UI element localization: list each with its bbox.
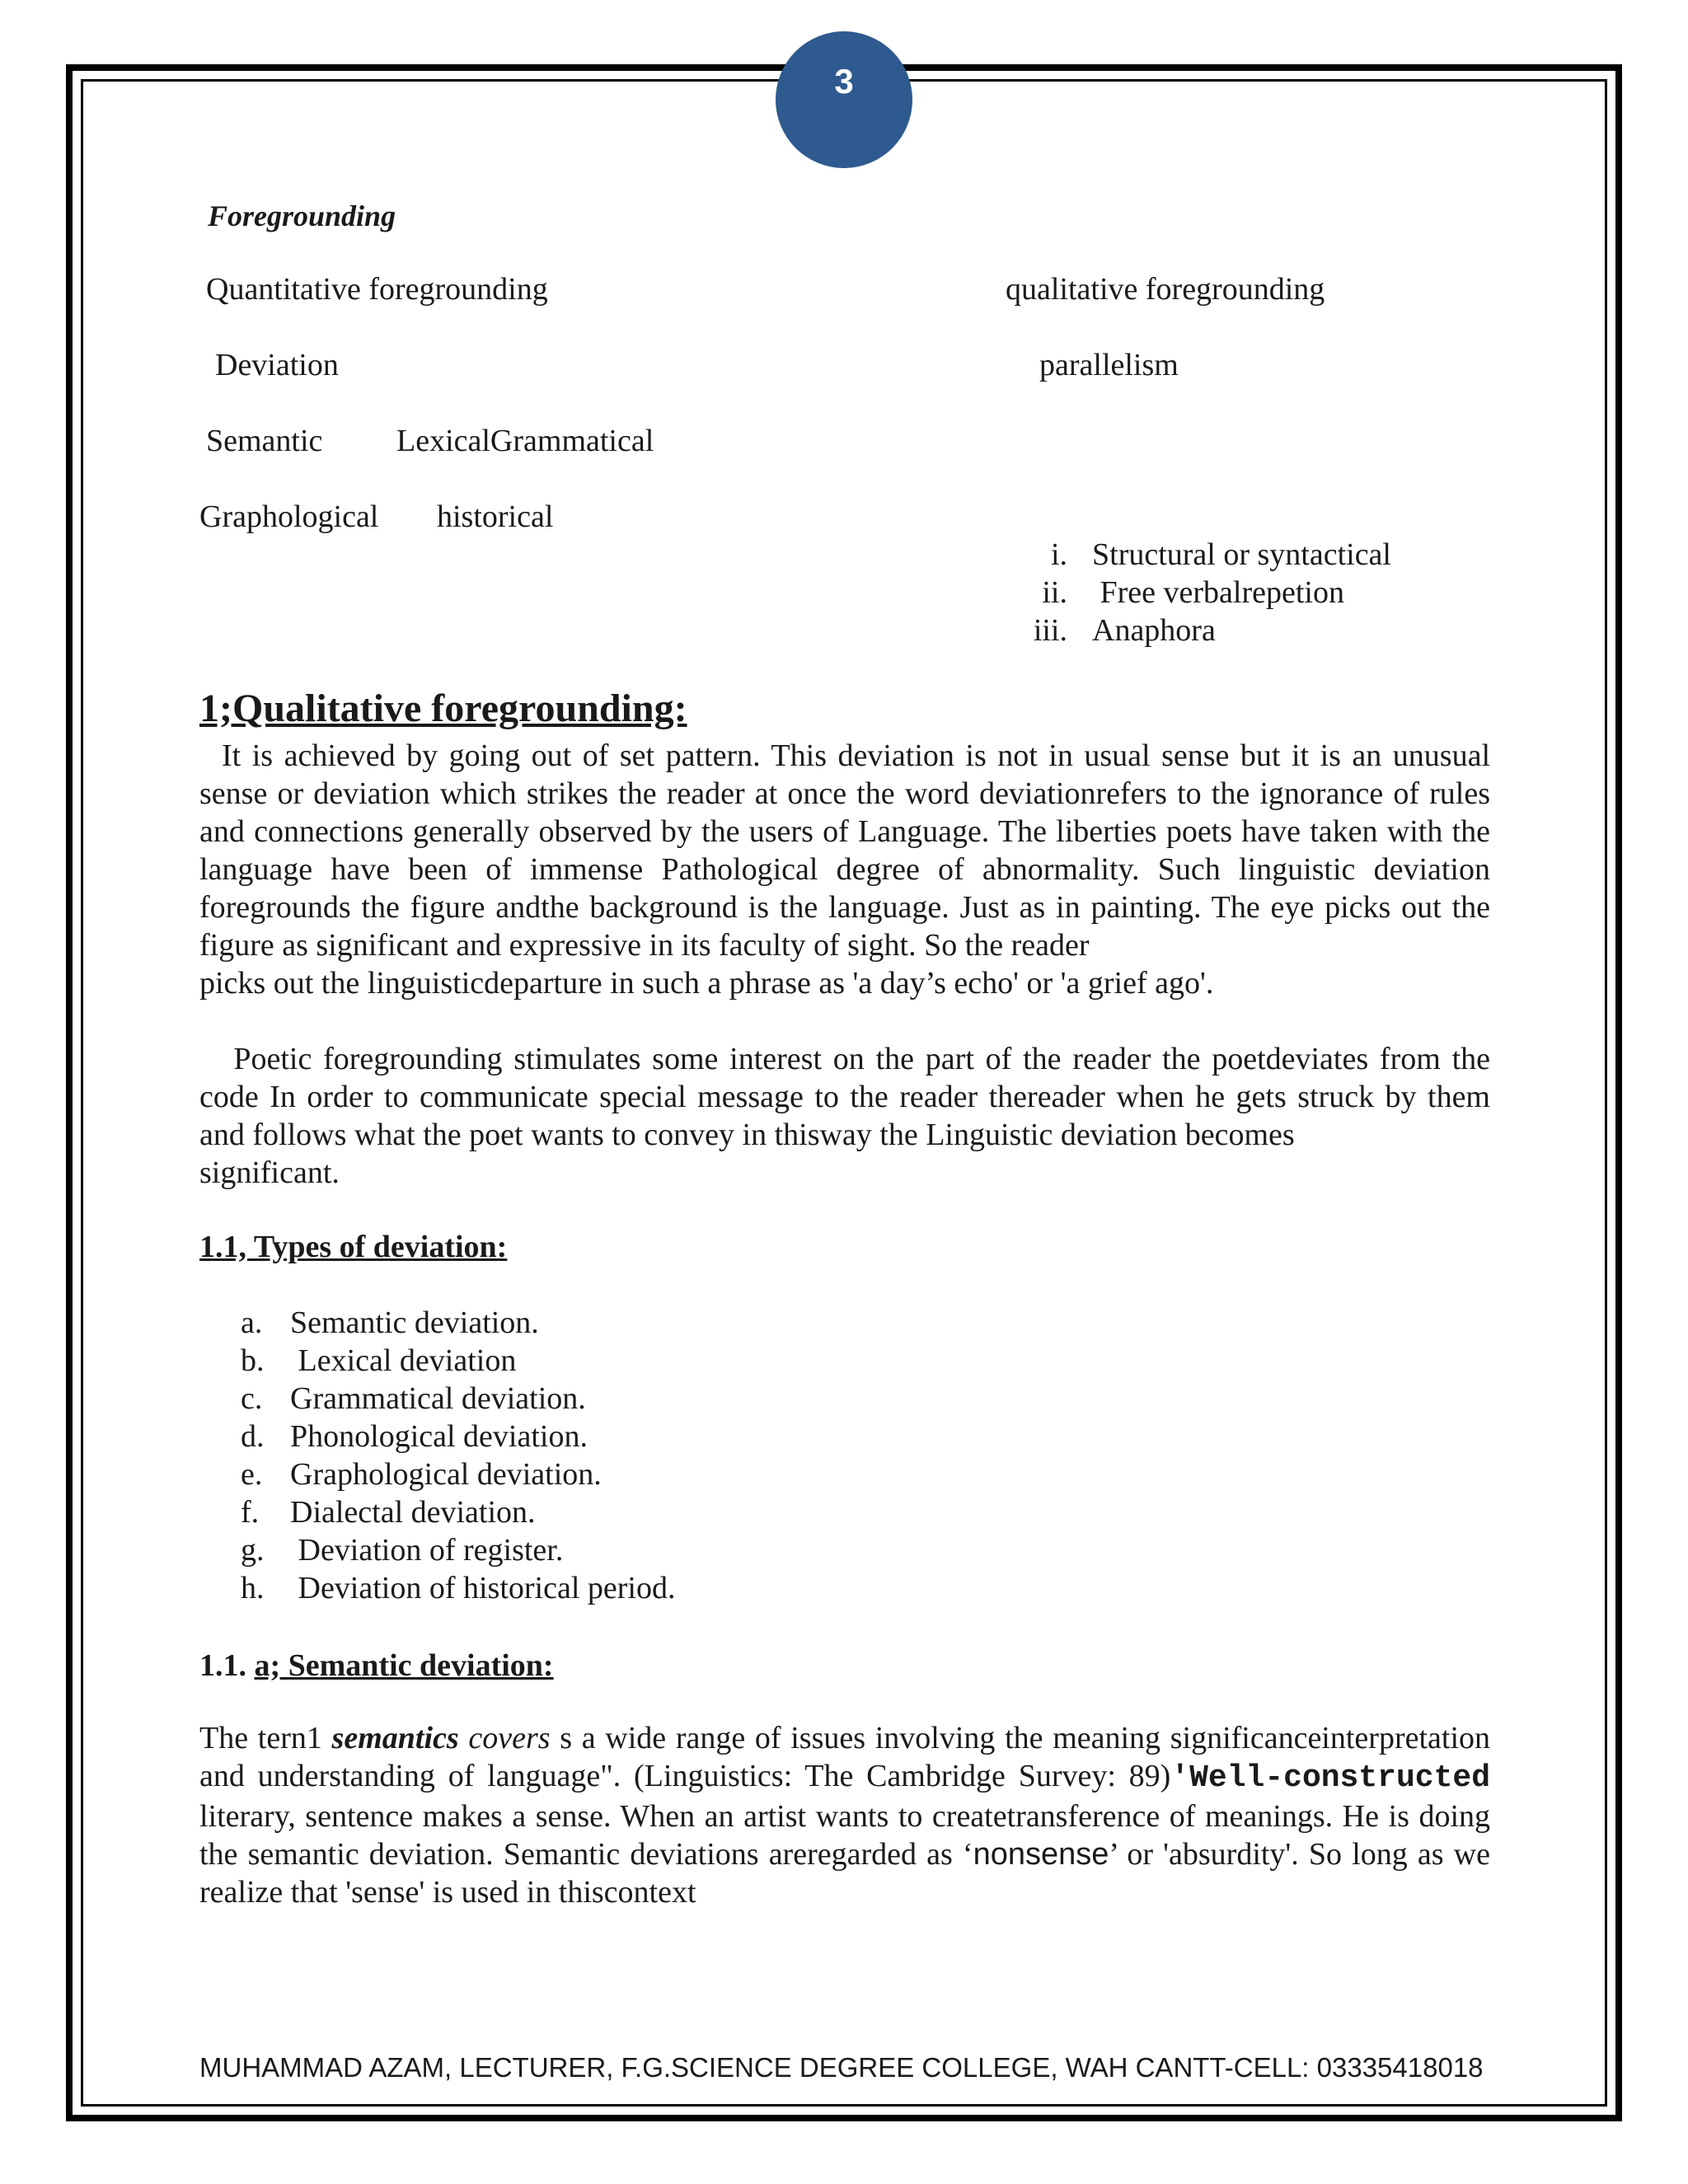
- diagram-parallelism: parallelism: [1039, 348, 1179, 382]
- diagram-left-branch: Quantitative foregrounding: [206, 272, 548, 307]
- deviation-types-list: [241, 1304, 676, 1607]
- page-footer: MUHAMMAD AZAM, LECTURER, F.G.SCIENCE DEGREE COLLEGE, WAH CANTT-CELL: 03335418018: [199, 2052, 1484, 2083]
- diagram-graphological: Graphological: [199, 499, 379, 534]
- page-number: 3: [834, 62, 854, 101]
- paragraph-qualitative-2: Poetic foregrounding stimulates some interest on the part of the reader the poetdeviates from the code In order to communicate special message to the reader thereader when he gets struck by them and follows what the poet wants to convey in thisway the Linguistic deviation becomes significant.: [199, 1042, 1498, 1190]
- term-nonsense: nonsense: [973, 1837, 1109, 1872]
- list-item: g. Deviation of register.: [241, 1533, 564, 1568]
- diagram-title: Foregrounding: [208, 199, 396, 232]
- term-well-constructed: 'Well-constructed: [1170, 1760, 1490, 1796]
- list-item: i. Structural or syntactical: [1050, 537, 1391, 572]
- section-heading-qualitative-foregrounding: 1;Qualitative foregrounding:: [199, 687, 687, 730]
- list-item: f. Dialectal deviation.: [241, 1495, 536, 1530]
- list-item: d. Phonological deviation.: [241, 1419, 588, 1454]
- semantic-deviation-heading: 1.1. a; Semantic deviation:: [199, 1648, 554, 1683]
- diagram-lexical-grammatical: LexicalGrammatical: [396, 424, 654, 458]
- list-item: h. Deviation of historical period.: [241, 1571, 676, 1605]
- list-item: a. Semantic deviation.: [241, 1305, 539, 1340]
- parallelism-types-list: [1022, 536, 1391, 649]
- diagram-historical: historical: [437, 499, 554, 534]
- list-item: b. Lexical deviation: [241, 1343, 517, 1378]
- list-item: c. Grammatical deviation.: [241, 1381, 586, 1416]
- paragraph-semantic: The tern1 semantics covers s a wide range of issues involving the meaning significanceinterpretation and understanding of language". (Linguistics: The Cambridge Survey: 89)'Well-constructed literary, sentence makes a sense. When an artist wants to createtransference of meanings. He is doing the semantic deviation. Semantic deviations areregarded as ‘nonsense’ or 'absurdity'. So long as we realize that 'sense' is used in thiscontext: [199, 1721, 1498, 1910]
- diagram-semantic: Semantic: [206, 424, 323, 458]
- paragraph-qualitative-1: It is achieved by going out of set pattern. This deviation is not in usual sense but it is an unusual sense or deviation which strikes the reader at once the word deviationrefers to the ignorance of rules and connections generally observed by the users of Language. The liberties poets have taken with the language have been of immense Pathological degree of abnormality. Such linguistic deviation foregrounds the figure andthe background is the language. Just as in painting. The eye picks out the figure as significant and expressive in its faculty of sight. So the reader picks out the linguisticdeparture in such a phrase as 'a day’s echo' or 'a grief ago'.: [199, 738, 1498, 1001]
- list-item: ii. Free verbalrepetion: [1042, 575, 1344, 610]
- list-item: iii. Anaphora: [1033, 613, 1216, 648]
- term-semantics: semantics: [331, 1721, 459, 1755]
- page-number-badge: [776, 31, 912, 168]
- diagram-deviation: Deviation: [215, 348, 339, 382]
- types-heading: 1.1, Types of deviation:: [199, 1230, 508, 1264]
- list-item: e. Graphological deviation.: [241, 1457, 602, 1492]
- diagram-right-branch: qualitative foregrounding: [1006, 272, 1325, 307]
